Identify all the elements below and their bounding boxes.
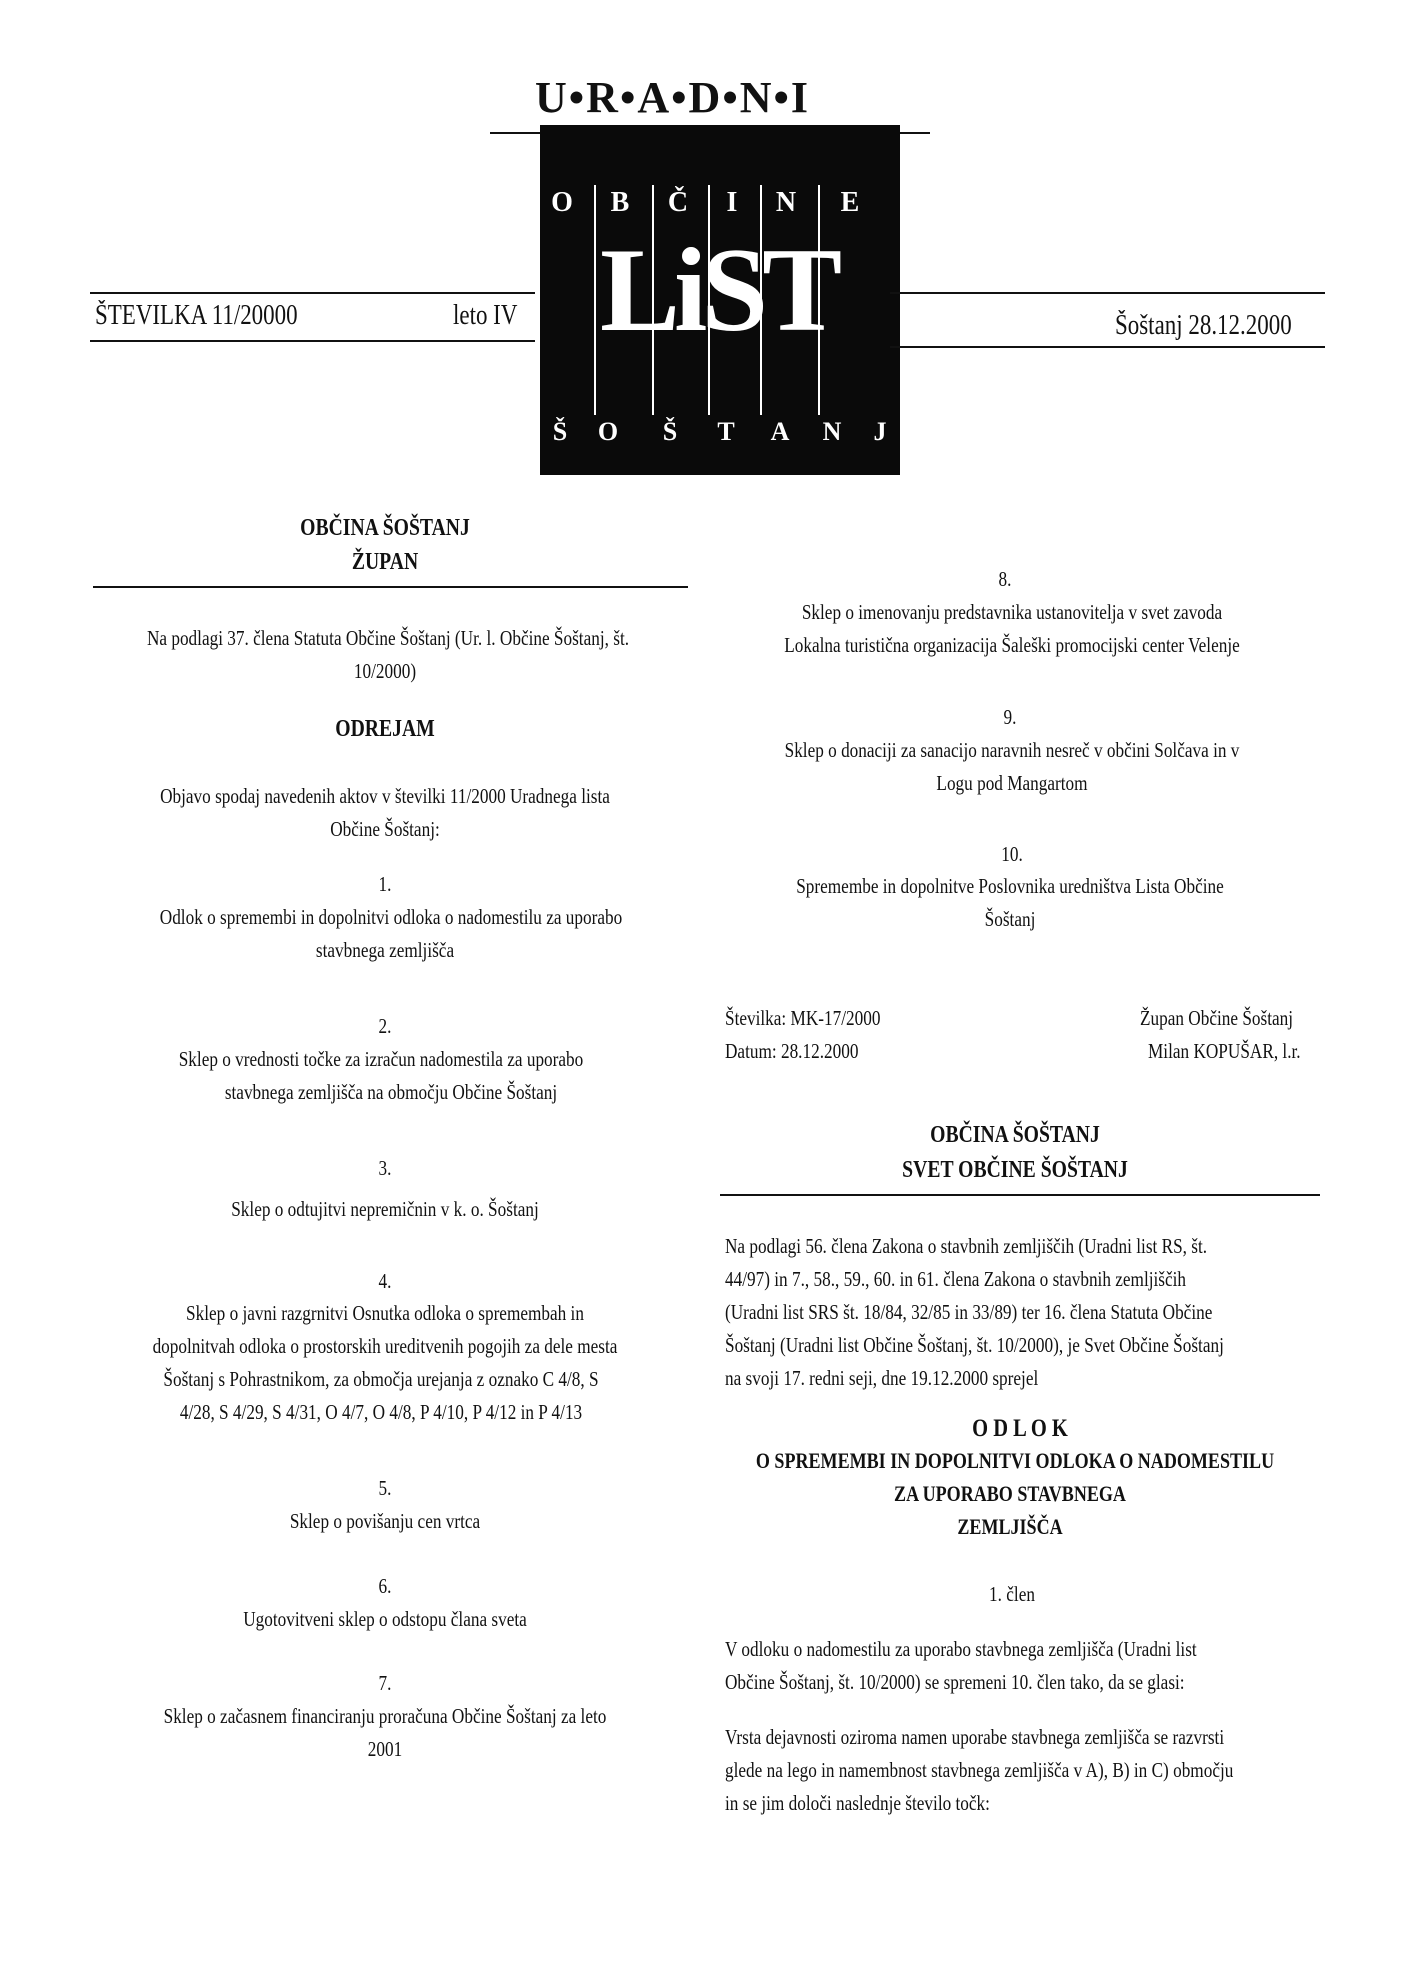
masthead-uradni: U•R•A•D•N•I [535,73,811,122]
item-9-line-2: Logu pod Mangartom [936,771,1088,795]
article-1-para-1-line-2: Občine Šoštanj, št. 10/2000) se spremeni 10. člen tako, da se glasi: [725,1670,1185,1694]
legal-basis-line-2: 10/2000) [353,659,417,683]
item-3-number: 3. [378,1156,392,1180]
issue-number: ŠTEVILKA 11/20000 [95,300,298,331]
masthead-letter-n: N [775,187,797,218]
order-text-line-1: Objavo spodaj navedenih aktov v številki 11/2000 Uradnega lista [160,784,610,808]
masthead-letter-i: I [726,187,738,218]
odlok-title: O D L O K [972,1415,1068,1442]
legal-basis-line-1: Na podlagi 37. člena Statuta Občine Šoštanj (Ur. l. Občine Šoštanj, št. [146,626,630,650]
preamble-line-5: na svoji 17. redni seji, dne 19.12.2000 sprejel [725,1366,1039,1390]
item-7-line-2: 2001 [367,1737,403,1761]
masthead-bottom-j: J [873,417,887,446]
preamble-line-2: 44/97) in 7., 58., 59., 60. in 61. člena Zakona o stavbnih zemljiščih [725,1267,1187,1291]
item-7-line-1: Sklep o začasnem financiranju proračuna Občine Šoštanj za leto [163,1704,607,1728]
item-4-number: 4. [378,1269,392,1293]
odlok-subtitle-line-1: O SPREMEMBI IN DOPOLNITVI ODLOKA O NADOMESTILU [755,1448,1275,1473]
item-5-line-1: Sklep o povišanju cen vrtca [289,1509,481,1533]
signer-name: Milan KOPUŠAR, l.r. [1148,1039,1301,1063]
item-3-line-1: Sklep o odtujitvi nepremičnin v k. o. Šoštanj [231,1197,539,1221]
date-rule-top [890,292,1325,294]
item-4-line-3: Šoštanj s Pohrastnikom, za območja urejanja z oznako C 4/8, S [163,1367,599,1391]
list-logo: LiST [600,223,837,356]
masthead-bottom-n: N [822,417,842,446]
item-8-number: 8. [998,567,1012,591]
council-authority: OBČINA ŠOŠTANJ [930,1122,1100,1148]
item-10-line-1: Spremembe in dopolnitve Poslovnika uredništva Lista Občine [796,874,1224,898]
item-1-number: 1. [378,872,392,896]
item-9-line-1: Sklep o donaciji za sanacijo naravnih nesreč v občini Solčava in v [784,738,1240,762]
masthead-letter-o: O [551,187,573,218]
item-1-line-1: Odlok o spremembi in dopolnitvi odloka o nadomestilu za uporabo [159,905,623,929]
item-1-line-2: stavbnega zemljišča [315,938,455,962]
masthead-bottom-o: O [597,417,619,446]
item-6-line-1: Ugotovitveni sklep o odstopu člana sveta [243,1607,527,1631]
order-heading: ODREJAM [335,716,435,742]
document-number: Številka: MK-17/2000 [725,1006,881,1030]
item-2-number: 2. [378,1014,392,1038]
article-1-para-1-line-1: V odloku o nadomestilu za uporabo stavbnega zemljišča (Uradni list [725,1637,1197,1661]
item-8-line-1: Sklep o imenovanju predstavnika ustanovitelja v svet zavoda [801,600,1223,624]
item-7-number: 7. [378,1671,392,1695]
document-date: Datum: 28.12.2000 [725,1039,859,1063]
item-4-line-2: dopolnitvah odloka o prostorskih ureditvenih pogojih za dele mesta [152,1334,618,1358]
article-1-para-2-line-2: glede na lego in namembnost stavbnega zemljišča v A), B) in C) območju [725,1758,1234,1782]
authority-name: OBČINA ŠOŠTANJ [300,515,470,541]
item-6-number: 6. [378,1574,392,1598]
preamble-line-1: Na podlagi 56. člena Zakona o stavbnih zemljiščih (Uradni list RS, št. [725,1234,1208,1258]
masthead-bottom-a: A [770,417,790,446]
item-2-line-2: stavbnega zemljišča na območju Občine Šoštanj [224,1080,558,1104]
preamble-line-4: Šoštanj (Uradni list Občine Šoštanj, št. 10/2000), je Svet Občine Šoštanj [725,1333,1224,1357]
item-2-line-1: Sklep o vrednosti točke za izračun nadomestila za uporabo [178,1047,584,1071]
masthead-letter-c: Č [667,187,689,218]
authority-role: ŽUPAN [351,549,419,575]
item-8-line-2: Lokalna turistična organizacija Šaleški promocijski center Velenje [784,633,1240,657]
masthead-logo-block [540,125,900,475]
item-10-line-2: Šoštanj [984,907,1036,931]
article-1-heading: 1. člen [989,1582,1035,1606]
odlok-subtitle-line-3: ZEMLJIŠČA [957,1514,1063,1539]
issue-rule-bottom [90,340,535,342]
item-4-line-4: 4/28, S 4/29, S 4/31, O 4/7, O 4/8, P 4/10, P 4/12 in P 4/13 [179,1400,583,1424]
masthead-bottom-t: T [717,417,735,446]
item-10-number: 10. [1001,842,1023,866]
council-rule [720,1194,1320,1196]
masthead-bottom-s2: Š [662,417,678,446]
item-5-number: 5. [378,1476,392,1500]
masthead-letter-e: E [840,187,860,218]
article-1-para-2-line-1: Vrsta dejavnosti oziroma namen uporabe stavbnega zemljišča se razvrsti [725,1725,1225,1749]
preamble-line-3: (Uradni list SRS št. 18/84, 32/85 in 33/89) ter 16. člena Statuta Občine [725,1300,1213,1324]
article-1-para-2-line-3: in se jim določi naslednje število točk: [725,1791,990,1815]
masthead-divider [594,185,596,415]
odlok-subtitle-line-2: ZA UPORABO STAVBNEGA [894,1481,1126,1506]
issue-year: leto IV [453,300,518,331]
council-name: SVET OBČINE ŠOŠTANJ [902,1157,1128,1183]
authority-rule [93,586,688,588]
item-9-number: 9. [1003,705,1017,729]
masthead-bottom-s1: Š [552,417,568,446]
masthead-letter-b: B [610,187,630,218]
date-rule-bottom [890,346,1325,348]
signer-role: Župan Občine Šoštanj [1140,1006,1294,1030]
item-4-line-1: Sklep o javni razgrnitvi Osnutka odloka o spremembah in [186,1301,584,1325]
issue-rule-top [90,292,535,294]
issue-place-date: Šoštanj 28.12.2000 [1115,310,1292,341]
order-text-line-2: Občine Šoštanj: [330,817,440,841]
